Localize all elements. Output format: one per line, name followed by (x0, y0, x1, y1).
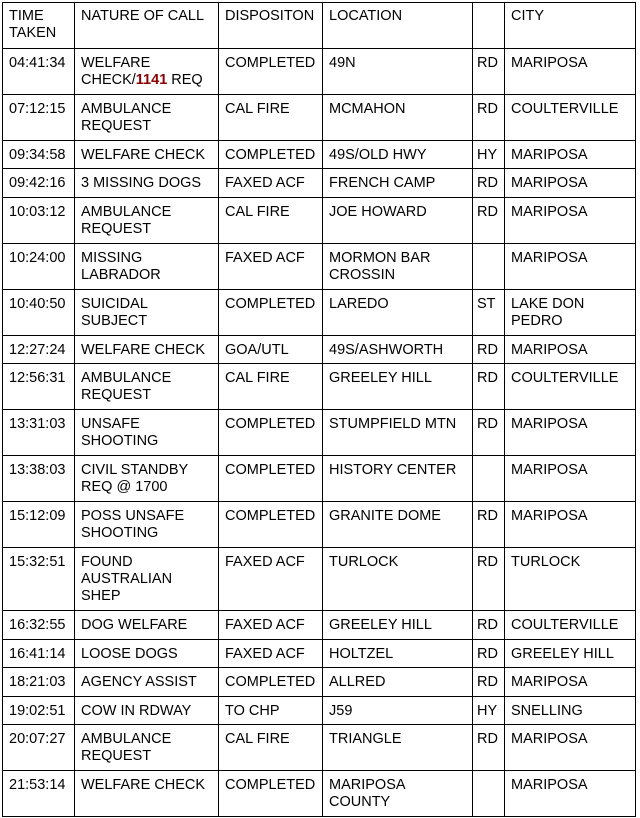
cell-suffix (473, 456, 505, 502)
cell-nature (75, 49, 219, 95)
col-header-time: TIME TAKEN (3, 3, 75, 49)
cell-disposition: COMPLETED (219, 290, 323, 336)
cell-city: LAKE DON PEDRO (505, 290, 636, 336)
cell-time: 13:31:03 (3, 410, 75, 456)
cell-time: 10:40:50 (3, 290, 75, 336)
cell-location: HISTORY CENTER (323, 456, 473, 502)
cell-nature: DOG WELFARE (75, 611, 219, 640)
cell-city: COULTERVILLE (505, 364, 636, 410)
cell-city: COULTERVILLE (505, 95, 636, 141)
table-row (3, 456, 636, 502)
cell-suffix: HY (473, 141, 505, 169)
table-row (3, 640, 636, 668)
table-row (3, 771, 636, 817)
cell-city: SNELLING (505, 697, 636, 725)
cell-time: 07:12:15 (3, 95, 75, 141)
cell-location: LAREDO (323, 290, 473, 336)
cell-city: MARIPOSA (505, 336, 636, 364)
cell-suffix: RD (473, 364, 505, 410)
cell-nature: LOOSE DOGS (75, 640, 219, 668)
cell-nature: UNSAFE SHOOTING (75, 410, 219, 456)
cell-disposition: FAXED ACF (219, 611, 323, 640)
table-row (3, 548, 636, 611)
cell-nature: POSS UNSAFE SHOOTING (75, 502, 219, 548)
cell-suffix: RD (473, 49, 505, 95)
cell-disposition: GOA/UTL (219, 336, 323, 364)
cell-suffix: RD (473, 95, 505, 141)
cell-disposition: COMPLETED (219, 771, 323, 817)
cell-location: TRIANGLE (323, 725, 473, 771)
cell-suffix: RD (473, 725, 505, 771)
table-row (3, 364, 636, 410)
table-row (3, 290, 636, 336)
cell-location: ALLRED (323, 668, 473, 697)
cell-location: FRENCH CAMP (323, 169, 473, 198)
col-header-suffix (473, 3, 505, 49)
cell-time: 15:12:09 (3, 502, 75, 548)
col-header-nature: NATURE OF CALL (75, 3, 219, 49)
cell-nature: AMBULANCE REQUEST (75, 725, 219, 771)
cell-nature: MISSING LABRADOR (75, 244, 219, 290)
call-log-table (2, 2, 636, 817)
table-row (3, 336, 636, 364)
cell-time: 04:41:34 (3, 49, 75, 95)
cell-location: J59 (323, 697, 473, 725)
cell-city: MARIPOSA (505, 456, 636, 502)
cell-time: 13:38:03 (3, 456, 75, 502)
cell-location: MORMON BAR CROSSIN (323, 244, 473, 290)
cell-location: HOLTZEL (323, 640, 473, 668)
cell-nature: SUICIDAL SUBJECT (75, 290, 219, 336)
cell-disposition: COMPLETED (219, 410, 323, 456)
cell-location: GRANITE DOME (323, 502, 473, 548)
cell-nature: AMBULANCE REQUEST (75, 95, 219, 141)
cell-disposition: FAXED ACF (219, 169, 323, 198)
cell-disposition: FAXED ACF (219, 640, 323, 668)
cell-city: COULTERVILLE (505, 611, 636, 640)
cell-location: MARIPOSA COUNTY (323, 771, 473, 817)
cell-time: 16:41:14 (3, 640, 75, 668)
cell-location: STUMPFIELD MTN (323, 410, 473, 456)
cell-city: MARIPOSA (505, 502, 636, 548)
cell-disposition: FAXED ACF (219, 244, 323, 290)
cell-disposition: CAL FIRE (219, 364, 323, 410)
cell-city: MARIPOSA (505, 49, 636, 95)
table-body (3, 49, 636, 817)
cell-time: 18:21:03 (3, 668, 75, 697)
cell-time: 19:02:51 (3, 697, 75, 725)
header-row (3, 3, 636, 49)
cell-nature: CIVIL STANDBY REQ @ 1700 (75, 456, 219, 502)
cell-suffix: ST (473, 290, 505, 336)
col-header-location: LOCATION (323, 3, 473, 49)
cell-nature: WELFARE CHECK (75, 336, 219, 364)
cell-nature: WELFARE CHECK (75, 141, 219, 169)
cell-suffix: RD (473, 640, 505, 668)
cell-location: JOE HOWARD (323, 198, 473, 244)
cell-suffix: RD (473, 410, 505, 456)
cell-city: MARIPOSA (505, 725, 636, 771)
cell-disposition: CAL FIRE (219, 725, 323, 771)
table-row (3, 244, 636, 290)
cell-disposition: FAXED ACF (219, 548, 323, 611)
cell-location: TURLOCK (323, 548, 473, 611)
table-row (3, 502, 636, 548)
cell-nature: AGENCY ASSIST (75, 668, 219, 697)
cell-suffix: RD (473, 611, 505, 640)
cell-nature: FOUND AUSTRALIAN SHEP (75, 548, 219, 611)
cell-suffix: RD (473, 668, 505, 697)
cell-time: 09:34:58 (3, 141, 75, 169)
cell-location: 49S/OLD HWY (323, 141, 473, 169)
cell-suffix (473, 771, 505, 817)
cell-suffix (473, 244, 505, 290)
table-row (3, 141, 636, 169)
cell-disposition: COMPLETED (219, 141, 323, 169)
cell-disposition: CAL FIRE (219, 95, 323, 141)
table-row (3, 668, 636, 697)
cell-time: 09:42:16 (3, 169, 75, 198)
nature-text-tail: REQ (167, 72, 203, 88)
cell-nature: 3 MISSING DOGS (75, 169, 219, 198)
cell-time: 20:07:27 (3, 725, 75, 771)
cell-nature: WELFARE CHECK (75, 771, 219, 817)
cell-time: 10:24:00 (3, 244, 75, 290)
code-highlight: 1141 (135, 72, 168, 88)
cell-city: MARIPOSA (505, 771, 636, 817)
cell-nature: AMBULANCE REQUEST (75, 198, 219, 244)
col-header-city: CITY (505, 3, 636, 49)
cell-disposition: COMPLETED (219, 456, 323, 502)
nature-text: WELFARE CHECK/ (81, 55, 151, 88)
cell-suffix: RD (473, 502, 505, 548)
cell-location: GREELEY HILL (323, 364, 473, 410)
table-header (3, 3, 636, 49)
cell-time: 15:32:51 (3, 548, 75, 611)
cell-disposition: COMPLETED (219, 49, 323, 95)
cell-time: 21:53:14 (3, 771, 75, 817)
cell-disposition: CAL FIRE (219, 198, 323, 244)
cell-time: 12:27:24 (3, 336, 75, 364)
cell-suffix: RD (473, 336, 505, 364)
col-header-disposition: DISPOSITON (219, 3, 323, 49)
cell-disposition: TO CHP (219, 697, 323, 725)
table-row (3, 725, 636, 771)
cell-nature: AMBULANCE REQUEST (75, 364, 219, 410)
cell-city: MARIPOSA (505, 169, 636, 198)
table-row (3, 49, 636, 95)
cell-location: MCMAHON (323, 95, 473, 141)
cell-location: 49S/ASHWORTH (323, 336, 473, 364)
cell-nature: COW IN RDWAY (75, 697, 219, 725)
cell-location: GREELEY HILL (323, 611, 473, 640)
cell-location: 49N (323, 49, 473, 95)
cell-suffix: RD (473, 198, 505, 244)
cell-disposition: COMPLETED (219, 668, 323, 697)
cell-city: MARIPOSA (505, 141, 636, 169)
table-row (3, 198, 636, 244)
cell-suffix: RD (473, 169, 505, 198)
cell-time: 10:03:12 (3, 198, 75, 244)
table-row (3, 410, 636, 456)
table-row (3, 169, 636, 198)
cell-city: GREELEY HILL (505, 640, 636, 668)
cell-city: MARIPOSA (505, 410, 636, 456)
cell-city: MARIPOSA (505, 198, 636, 244)
cell-time: 16:32:55 (3, 611, 75, 640)
cell-suffix: RD (473, 548, 505, 611)
table-row (3, 611, 636, 640)
cell-disposition: COMPLETED (219, 502, 323, 548)
table-row (3, 697, 636, 725)
cell-city: TURLOCK (505, 548, 636, 611)
cell-suffix: HY (473, 697, 505, 725)
cell-city: MARIPOSA (505, 244, 636, 290)
table-row (3, 95, 636, 141)
cell-time: 12:56:31 (3, 364, 75, 410)
cell-city: MARIPOSA (505, 668, 636, 697)
